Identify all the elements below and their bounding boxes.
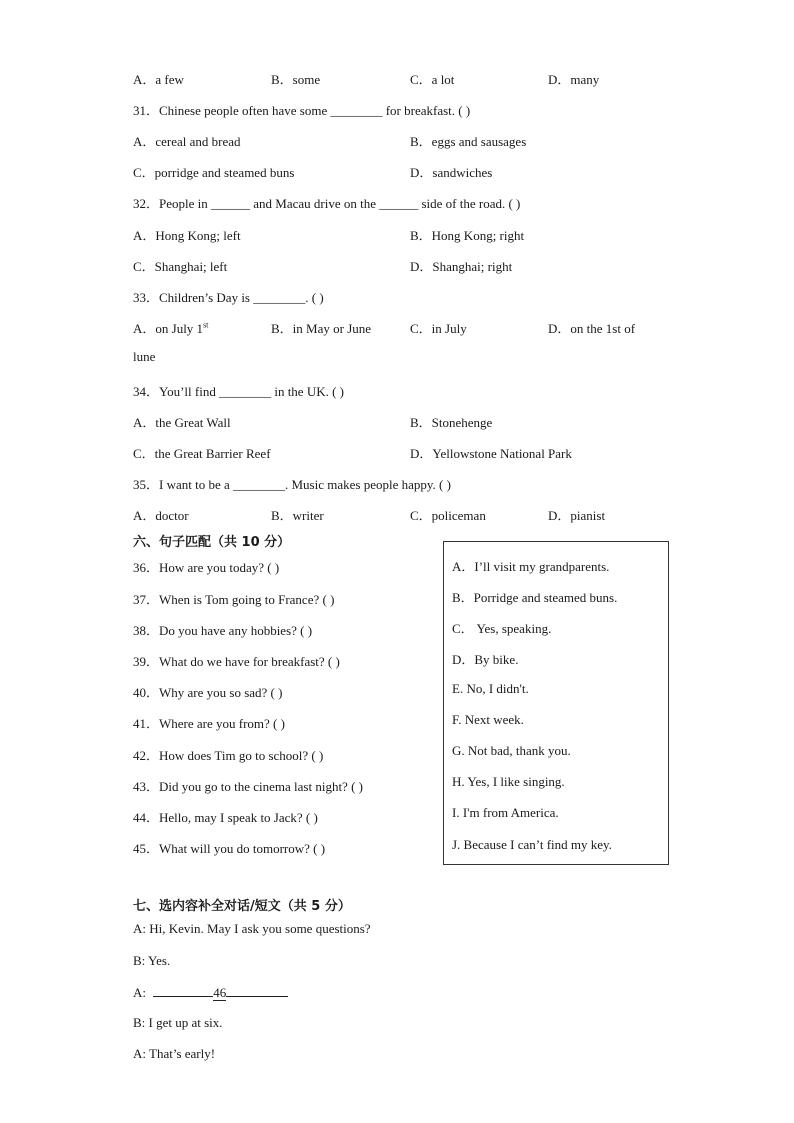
- q30-option-d: D．many: [548, 72, 600, 87]
- question-40: 40．Why are you so sad? ( ): [133, 685, 283, 700]
- question-39: 39．What do we have for breakfast? ( ): [133, 654, 340, 669]
- q31-option-d: D．sandwiches: [410, 165, 493, 180]
- q34-option-b: B．Stonehenge: [410, 415, 493, 430]
- dialogue-line-1: A: Hi, Kevin. May I ask you some questions?: [133, 921, 371, 936]
- question-32: 32．People in ______ and Macau drive on the ______ side of the road. ( ): [133, 196, 521, 211]
- q35-option-a: A．doctor: [133, 508, 189, 523]
- question-31: 31．Chinese people often have some ________ for breakfast. ( ): [133, 103, 471, 118]
- dialogue-line-4: B: I get up at six.: [133, 1015, 223, 1030]
- answer-h: H. Yes, I like singing.: [452, 774, 565, 789]
- question-35: 35．I want to be a ________. Music makes people happy. ( ): [133, 477, 451, 492]
- q31-option-c: C．porridge and steamed buns: [133, 165, 295, 180]
- q32-option-d: D．Shanghai; right: [410, 259, 513, 274]
- answer-blank-right[interactable]: [226, 984, 288, 997]
- q30-option-c: C．a lot: [410, 72, 455, 87]
- answer-e: E. No, I didn't.: [452, 681, 529, 696]
- answer-c: C． Yes, speaking.: [452, 621, 552, 636]
- question-37: 37．When is Tom going to France? ( ): [133, 592, 335, 607]
- q30-option-a: A．a few: [133, 72, 184, 87]
- dialogue-line-2: B: Yes.: [133, 953, 171, 968]
- q33-option-a-text: A．on July 1: [133, 321, 204, 336]
- dialogue-line-3: [133, 984, 288, 1001]
- answer-blank-left[interactable]: [153, 984, 213, 997]
- answer-box: [443, 541, 669, 865]
- question-43: 43．Did you go to the cinema last night? ( ): [133, 779, 363, 794]
- question-34: 34．You’ll find ________ in the UK. ( ): [133, 384, 345, 399]
- answer-a: A．I’ll visit my grandparents.: [452, 559, 610, 574]
- answer-g: G. Not bad, thank you.: [452, 743, 571, 758]
- question-38: 38．Do you have any hobbies? ( ): [133, 623, 313, 638]
- q35-option-c: C．policeman: [410, 508, 486, 523]
- q33-option-d-wrap: lune: [133, 349, 156, 364]
- q31-option-a: A．cereal and bread: [133, 134, 241, 149]
- question-41: 41．Where are you from? ( ): [133, 716, 285, 731]
- q35-option-b: B．writer: [271, 508, 324, 523]
- q33-option-a-sup: st: [203, 320, 209, 330]
- q32-option-b: B．Hong Kong; right: [410, 228, 525, 243]
- question-45: 45．What will you do tomorrow? ( ): [133, 841, 326, 856]
- question-42: 42．How does Tim go to school? ( ): [133, 748, 324, 763]
- q32-option-a: A．Hong Kong; left: [133, 228, 241, 243]
- q32-option-c: C．Shanghai; left: [133, 259, 228, 274]
- q34-option-a: A．the Great Wall: [133, 415, 231, 430]
- q33-option-a: [133, 318, 208, 337]
- q35-option-d: D．pianist: [548, 508, 606, 523]
- q33-option-d: D．on the 1st of: [548, 321, 636, 336]
- q33-option-b: B．in May or June: [271, 321, 372, 336]
- answer-f: F. Next week.: [452, 712, 524, 727]
- answer-b: B．Porridge and steamed buns.: [452, 590, 618, 605]
- q34-option-c: C．the Great Barrier Reef: [133, 446, 271, 461]
- q33-option-c: C．in July: [410, 321, 467, 336]
- question-33: 33．Children’s Day is ________. ( ): [133, 290, 324, 305]
- q30-option-b: B．some: [271, 72, 321, 87]
- answer-i: I. I'm from America.: [452, 805, 559, 820]
- answer-j: J. Because I can’t find my key.: [452, 837, 612, 852]
- blank-number: 46: [213, 985, 227, 1000]
- section-7-heading: 七、选内容补全对话/短文（共 5 分）: [133, 899, 351, 914]
- question-44: 44．Hello, may I speak to Jack? ( ): [133, 810, 318, 825]
- dialogue-speaker-a: A:: [133, 985, 146, 1000]
- q34-option-d: D．Yellowstone National Park: [410, 446, 572, 461]
- answer-d: D．By bike.: [452, 652, 519, 667]
- section-6-heading: 六、句子匹配（共 10 分）: [133, 535, 291, 550]
- question-36: 36．How are you today? ( ): [133, 560, 280, 575]
- q31-option-b: B．eggs and sausages: [410, 134, 527, 149]
- dialogue-line-5: A: That’s early!: [133, 1046, 216, 1061]
